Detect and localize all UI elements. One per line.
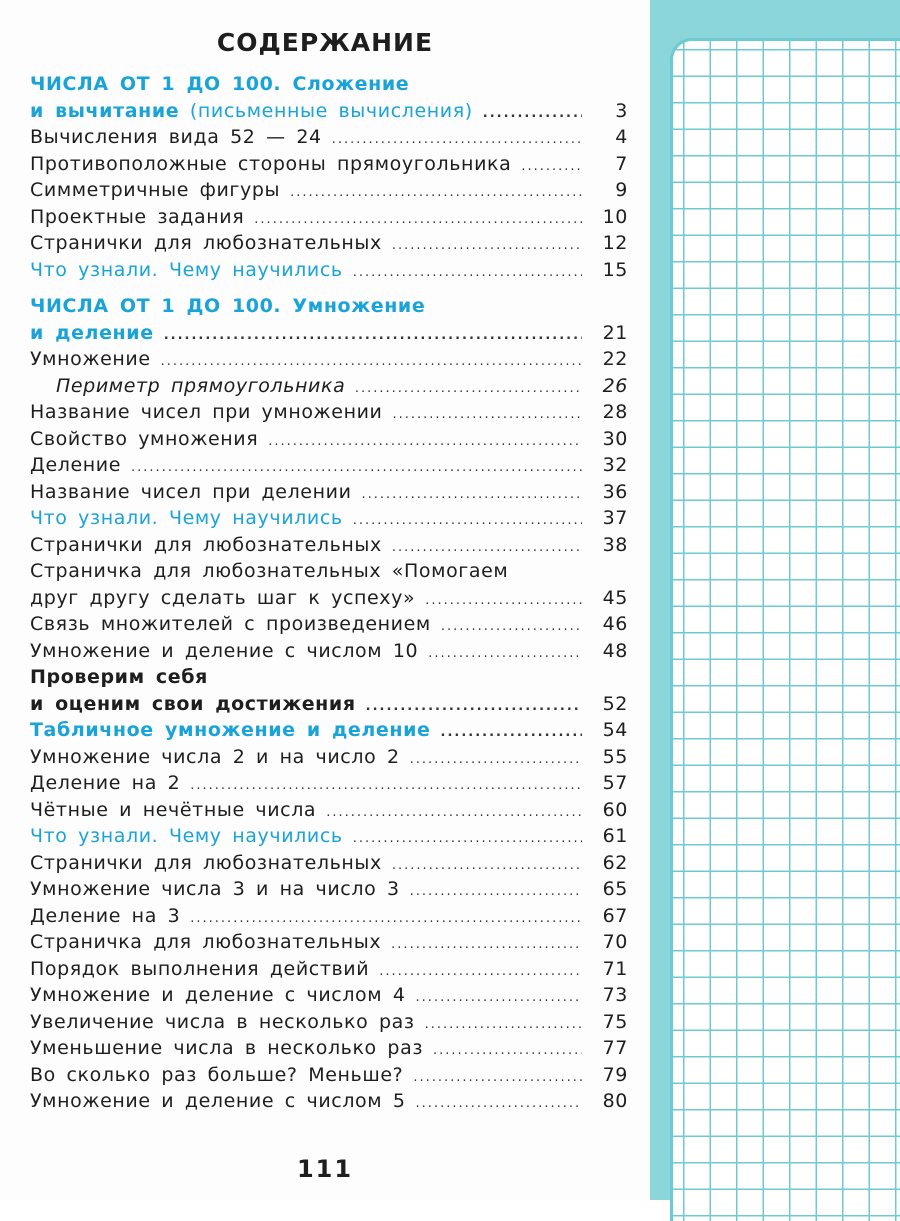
toc-entry-page: 21: [602, 321, 628, 344]
toc-entry: [30, 905, 628, 932]
toc-entry-page: 79: [602, 1063, 628, 1086]
toc-entry-label: Свойство умножения: [30, 427, 259, 450]
toc-entry-page: 55: [602, 745, 628, 768]
toc-entry-label: Симметричные фигуры: [30, 179, 281, 201]
toc-entry-page: 15: [602, 258, 628, 281]
toc-entry: [30, 958, 628, 985]
toc-entry-label: Умножение и деление с числом 5: [30, 1090, 406, 1112]
page-title: СОДЕРЖАНИЕ: [216, 28, 434, 57]
dot-leader: [416, 1097, 582, 1110]
dot-leader: [393, 408, 583, 421]
dot-leader: [254, 213, 582, 226]
toc-entry: [30, 481, 628, 508]
toc-entry-page: 7: [615, 152, 628, 175]
toc-entry-label: и вычитание (письменные вычисления): [30, 99, 473, 122]
dot-leader: [332, 133, 582, 146]
toc-entry-label: Табличное умножение и деление: [30, 719, 431, 741]
toc-entry-page: 28: [602, 401, 628, 423]
toc-entry-label: друг другу сделать шаг к успеху»: [30, 586, 416, 609]
toc-entry: [30, 1064, 628, 1091]
dot-leader: [392, 859, 582, 872]
dot-leader: [326, 806, 582, 819]
toc-entry: [30, 693, 628, 720]
toc-entry-page: 4: [615, 126, 628, 148]
toc-entry-page: 62: [602, 851, 628, 874]
dot-leader: [410, 885, 582, 898]
toc-entry: [30, 206, 628, 233]
dot-leader: [355, 382, 582, 395]
toc-entry-label: Периметр прямоугольника: [56, 374, 346, 397]
toc-entry-page: 10: [602, 205, 628, 228]
dot-leader: [362, 488, 582, 501]
toc-entry-label: Умножение числа 3 и на число 3: [30, 878, 400, 900]
dot-leader: [410, 753, 582, 766]
toc-entry-label: Деление: [30, 454, 122, 476]
toc-entry-page: 37: [602, 507, 628, 529]
toc-entry: [30, 666, 628, 693]
toc-entry-label: ЧИСЛА ОТ 1 ДО 100. Сложение: [30, 73, 410, 95]
dot-leader: [483, 107, 582, 120]
toc-entry: [30, 772, 628, 799]
toc-entry: [30, 746, 628, 773]
toc-entry-page: 80: [602, 1090, 628, 1112]
dot-leader: [433, 1044, 582, 1057]
toc-entry-label: Деление на 3: [30, 904, 181, 927]
toc-entry: [30, 259, 628, 286]
dot-leader: [413, 1071, 582, 1084]
toc-entry: [30, 1011, 628, 1038]
toc-entry-page: 38: [602, 533, 628, 556]
dot-leader: [521, 160, 582, 173]
dot-leader: [268, 435, 582, 448]
toc-entry-page: 70: [602, 931, 628, 953]
toc-entry: [30, 428, 628, 455]
toc-entry: [30, 852, 628, 879]
dot-leader: [353, 832, 582, 845]
toc-entry: [30, 560, 628, 587]
toc-entry: [30, 295, 628, 322]
toc-entry-label: Порядок выполнения действий: [30, 957, 370, 980]
toc-entry: [30, 799, 628, 826]
toc-entry: [30, 401, 628, 428]
toc-entry-label: ЧИСЛА ОТ 1 ДО 100. Умножение: [30, 295, 426, 317]
toc-entry: [30, 375, 628, 402]
toc-entry-label: Проектные задания: [30, 205, 245, 228]
dot-leader: [425, 594, 582, 607]
toc-entry: [30, 1037, 628, 1064]
toc-entry: [30, 322, 628, 349]
dot-leader: [392, 239, 582, 252]
toc-entry-label: Страничка для любознательных «Помогаем: [30, 560, 509, 582]
toc-entry: [30, 587, 628, 614]
dot-leader: [416, 991, 582, 1004]
toc-entry-label: Во сколько раз больше? Меньше?: [30, 1063, 404, 1086]
dot-leader: [290, 186, 582, 199]
toc-entry-label: и оценим свои достижения: [30, 692, 356, 715]
toc-entry-page: 52: [602, 692, 628, 715]
dot-leader: [366, 700, 582, 713]
dot-leader: [131, 461, 582, 474]
toc-entry: [30, 613, 628, 640]
toc-entry: [30, 179, 628, 206]
toc-entry: [30, 153, 628, 180]
toc-entry: [30, 454, 628, 481]
toc-entry-page: 48: [602, 639, 628, 662]
dot-leader: [441, 726, 582, 739]
toc-entry: [30, 73, 628, 100]
toc-entry-label: Умножение числа 2 и на число 2: [30, 745, 400, 768]
toc-entry-label: Умножение и деление с числом 10: [30, 639, 419, 662]
toc-entry-label: Деление на 2: [30, 772, 181, 794]
toc-entry: [30, 825, 628, 852]
toc-entry-label: Название чисел при умножении: [30, 401, 383, 423]
dot-leader: [428, 647, 582, 660]
toc-entry-page: 57: [602, 772, 628, 794]
toc-entry-page: 32: [602, 454, 628, 476]
dot-leader: [379, 965, 582, 978]
toc-entry: [30, 534, 628, 561]
dot-leader: [190, 912, 582, 925]
toc-entry-label: Умножение: [30, 348, 151, 370]
toc-entry-page: 54: [602, 719, 628, 741]
toc-entry-label: Странички для любознательных: [30, 232, 382, 254]
toc-entry-label: Связь множителей с произведением: [30, 613, 431, 635]
dot-leader: [392, 541, 582, 554]
toc-entry-page: 12: [602, 232, 628, 254]
toc-entry: [30, 640, 628, 667]
toc-entry-label: Уменьшение числа в несколько раз: [30, 1037, 424, 1059]
toc-entry-page: 61: [602, 825, 628, 847]
toc-entry-label: Умножение и деление с числом 4: [30, 984, 406, 1006]
dot-leader: [164, 329, 582, 342]
toc-entry-page: 71: [602, 957, 628, 980]
toc-entry-page: 3: [615, 99, 628, 122]
toc-entry-label: Что узнали. Чему научились: [30, 507, 343, 529]
toc-entry-page: 65: [602, 878, 628, 900]
toc-entry-label: Название чисел при делении: [30, 480, 352, 503]
toc-entry-label: Вычисления вида 52 — 24: [30, 126, 322, 148]
toc-entry-page: 26: [602, 374, 628, 397]
toc-entry: [30, 348, 628, 375]
toc-entry-page: 45: [602, 586, 628, 609]
toc-entry-label: Чётные и нечётные числа: [30, 798, 317, 821]
toc-entry: [30, 931, 628, 958]
toc-entry-label: Увеличение числа в несколько раз: [30, 1010, 415, 1033]
dot-leader: [353, 266, 582, 279]
dot-leader: [353, 514, 582, 527]
toc-entry: [30, 719, 628, 746]
toc-entry: [30, 126, 628, 153]
toc-entry-page: 75: [602, 1010, 628, 1033]
dot-leader: [441, 620, 582, 633]
toc-entry-label: Страничка для любознательных: [30, 931, 382, 953]
toc-entry-page: 30: [602, 427, 628, 450]
page-number: 111: [296, 1155, 354, 1183]
toc-entry-page: 60: [602, 798, 628, 821]
toc-entry-page: 22: [602, 348, 628, 370]
toc-entry-page: 73: [602, 984, 628, 1006]
toc-entry: [30, 100, 628, 127]
toc-entry-label: Противоположные стороны прямоугольника: [30, 152, 512, 175]
toc-entry-label: Проверим себя: [30, 666, 208, 688]
toc-entry-page: 9: [615, 179, 628, 201]
toc-entry: [30, 1090, 628, 1117]
toc-entry-label: и деление: [30, 321, 154, 344]
dot-leader: [161, 355, 582, 368]
toc-entry-page: 67: [602, 904, 628, 927]
toc-entry-label-extra: (письменные вычисления): [179, 99, 473, 122]
dot-leader: [190, 779, 582, 792]
toc-entry-page: 77: [602, 1037, 628, 1059]
toc-entry: [30, 232, 628, 259]
toc-entry-label: Что узнали. Чему научились: [30, 258, 343, 281]
toc-entry: [30, 878, 628, 905]
dot-leader: [425, 1018, 582, 1031]
toc-entry-page: 36: [602, 480, 628, 503]
toc-entry: [30, 507, 628, 534]
graph-paper-grid: [670, 38, 900, 1221]
toc-entry-page: 46: [602, 613, 628, 635]
toc-entry-label: Странички для любознательных: [30, 851, 382, 874]
dot-leader: [391, 938, 582, 951]
toc-entry-label: Что узнали. Чему научились: [30, 825, 343, 847]
toc-entry: [30, 984, 628, 1011]
toc-entry-label: Странички для любознательных: [30, 533, 382, 556]
table-of-contents: [30, 73, 628, 1117]
